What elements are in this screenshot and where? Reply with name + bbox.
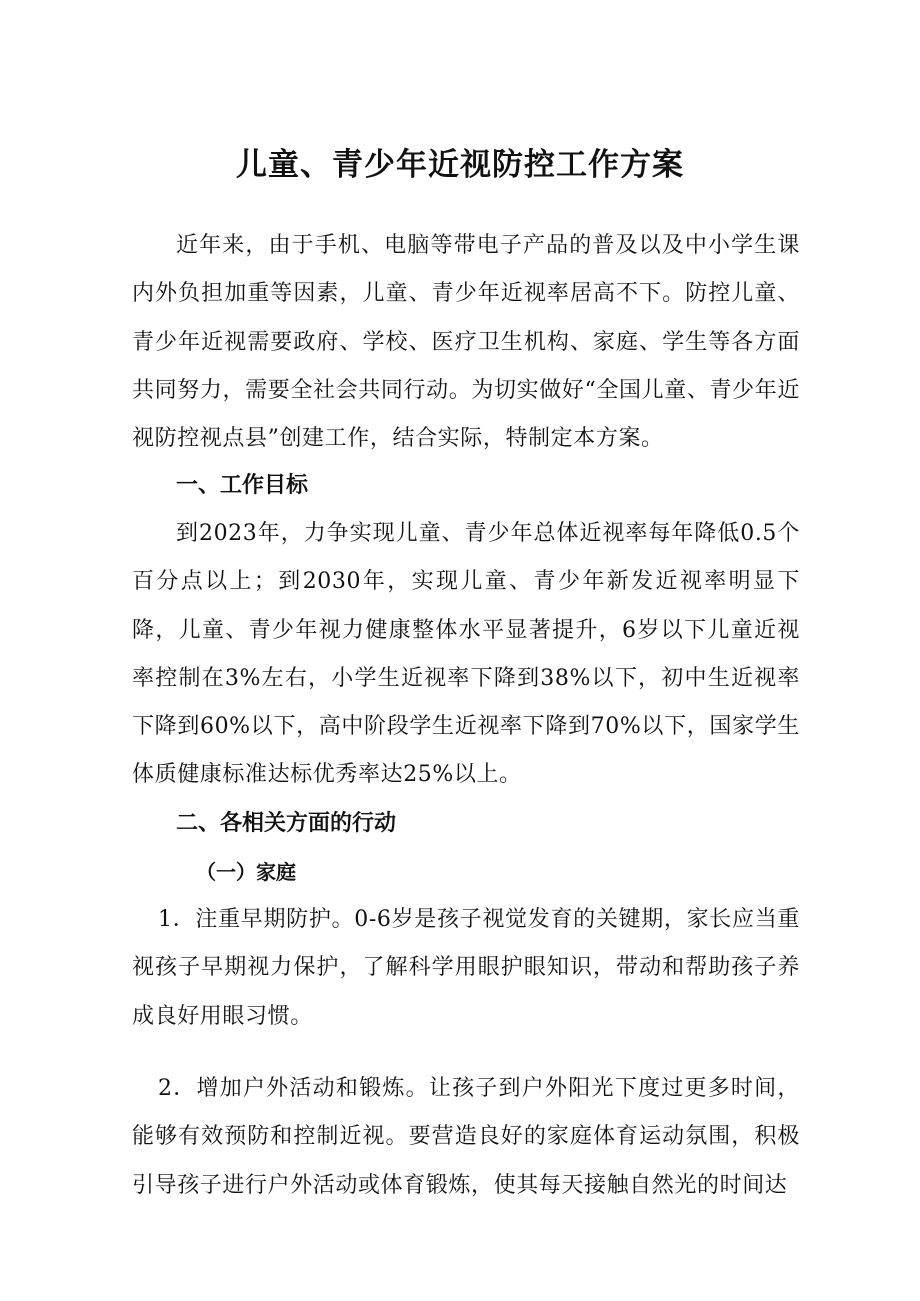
subsection-heading-family: （一）家庭: [196, 860, 296, 884]
section-heading-actions: 二、各相关方面的行动: [176, 811, 397, 836]
document-title: 儿童、青少年近视防控工作方案: [236, 147, 684, 183]
section-heading-goals: 一、工作目标: [176, 473, 309, 498]
list-item-early-protection: 1．注重早期防护。0-6岁是孩子视觉发育的关键期，家长应当重视孩子早期视力保护，了解科学用眼护眼知识，带动和帮助孩子养成良好用眼习惯。: [132, 907, 800, 1029]
intro-paragraph: 近年来，由于手机、电脑等带电子产品的普及以及中小学生课内外负担加重等因素，儿童、青少年近视率居高不下。防控儿童、青少年近视需要政府、学校、医疗卫生机构、家庭、学生等各方面共同努力，需要全社会共同行动。为切实做好“全国儿童、青少年近视防控视点县”创建工作，结合实际，特制定本方案。: [132, 233, 800, 452]
goals-paragraph: 到2023年，力争实现儿童、青少年总体近视率每年降低0.5个百分点以上；到2030年，实现儿童、青少年新发近视率明显下降，儿童、青少年视力健康整体水平显著提升，6岁以下儿童近视率控制在3%左右，小学生近视率下降到38%以下，初中生近视率下降到60%以下，高中阶段学生近视率下降到70%以下，国家学生体质健康标准达标优秀率达25%以上。: [132, 521, 800, 788]
list-item-outdoor-activity: 2．增加户外活动和锻炼。让孩子到户外阳光下度过更多时间，能够有效预防和控制近视。要营造良好的家庭体育运动氛围，积极引导孩子进行户外活动或体育锻炼，使其每天接触自然光的时间达: [132, 1076, 800, 1198]
